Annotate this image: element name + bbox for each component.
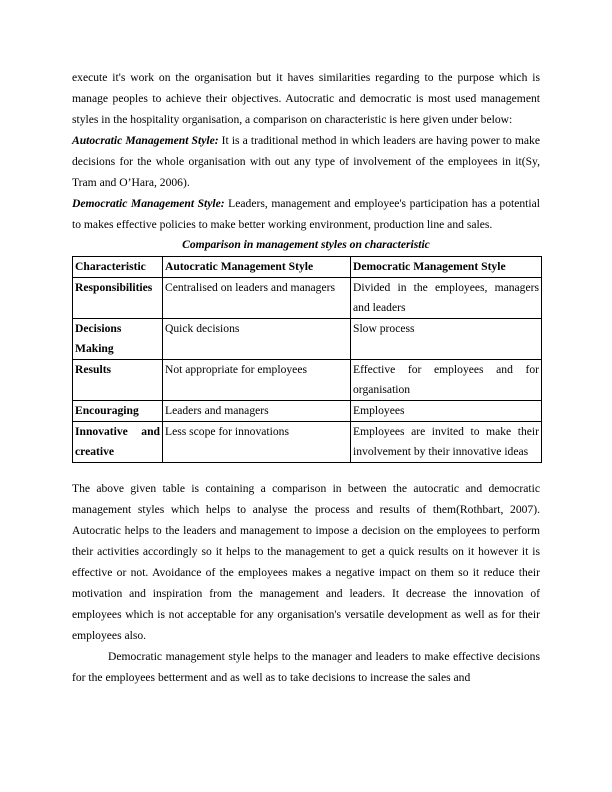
table-row	[73, 360, 542, 401]
table-header-row	[73, 257, 542, 278]
democratic-label: Democratic Management Style:	[72, 197, 225, 210]
autocratic-definition	[72, 130, 540, 193]
row-characteristic: Responsibilities	[73, 278, 163, 319]
row-autocratic: Less scope for innovations	[163, 422, 351, 463]
table-row	[73, 401, 542, 422]
comparison-table	[72, 256, 542, 463]
intro-paragraph: execute it's work on the organisation but it haves similarities regarding to the purpose which is manage peoples to achieve their objectives. Autocratic and democratic is most used management styles in the hospitality organisation, a comparison on characteristic is here given under below:	[72, 71, 540, 126]
row-democratic: Employees	[351, 401, 542, 422]
democratic-text: Leaders, management and employee's participation has a potential to makes effective policies to make better working environment, production line and sales.	[72, 197, 540, 231]
row-autocratic: Leaders and managers	[163, 401, 351, 422]
row-characteristic: Encouraging	[73, 401, 163, 422]
header-democratic: Democratic Management Style	[351, 257, 542, 278]
document-page	[72, 67, 540, 688]
row-characteristic: Innovative and creative	[73, 422, 163, 463]
row-democratic: Divided in the employees, managers and leaders	[351, 278, 542, 319]
autocratic-label: Autocratic Management Style:	[72, 134, 219, 147]
row-characteristic: Results	[73, 360, 163, 401]
row-autocratic: Quick decisions	[163, 319, 351, 360]
table-caption: Comparison in management styles on characteristic	[182, 238, 430, 251]
table-row	[73, 319, 542, 360]
row-democratic: Employees are invited to make their involvement by their innovative ideas	[351, 422, 542, 463]
final-paragraph: Democratic management style helps to the manager and leaders to make effective decisions for the employees betterment and as well as to take decisions to increase the sales and	[72, 650, 540, 684]
row-autocratic: Centralised on leaders and managers	[163, 278, 351, 319]
header-characteristic: Characteristic	[73, 257, 163, 278]
row-democratic: Effective for employees and for organisation	[351, 360, 542, 401]
autocratic-text: It is a traditional method in which leaders are having power to make decisions for the whole organisation with out any type of involvement of the employees in it(Sy, Tram and O’Hara, 2006).	[72, 134, 540, 189]
table-row	[73, 278, 542, 319]
row-autocratic: Not appropriate for employees	[163, 360, 351, 401]
democratic-definition	[72, 193, 540, 235]
row-characteristic: Decisions Making	[73, 319, 163, 360]
table-row	[73, 422, 542, 463]
row-democratic: Slow process	[351, 319, 542, 360]
header-autocratic: Autocratic Management Style	[163, 257, 351, 278]
analysis-paragraph: The above given table is containing a comparison in between the autocratic and democratic management styles which helps to analyse the process and results of them(Rothbart, 2007). Autocratic helps to the leaders and management to impose a decision on the employees to perform their activities accordingly so it helps to the management to get a quick results on it however it is effective or not. Avoidance of the employees makes a negative impact on them so it reduce their motivation and inspiration from the management and leaders. It decrease the innovation of employees which is not acceptable for any organisation's versatile development as well as for their employees also.	[72, 482, 540, 642]
